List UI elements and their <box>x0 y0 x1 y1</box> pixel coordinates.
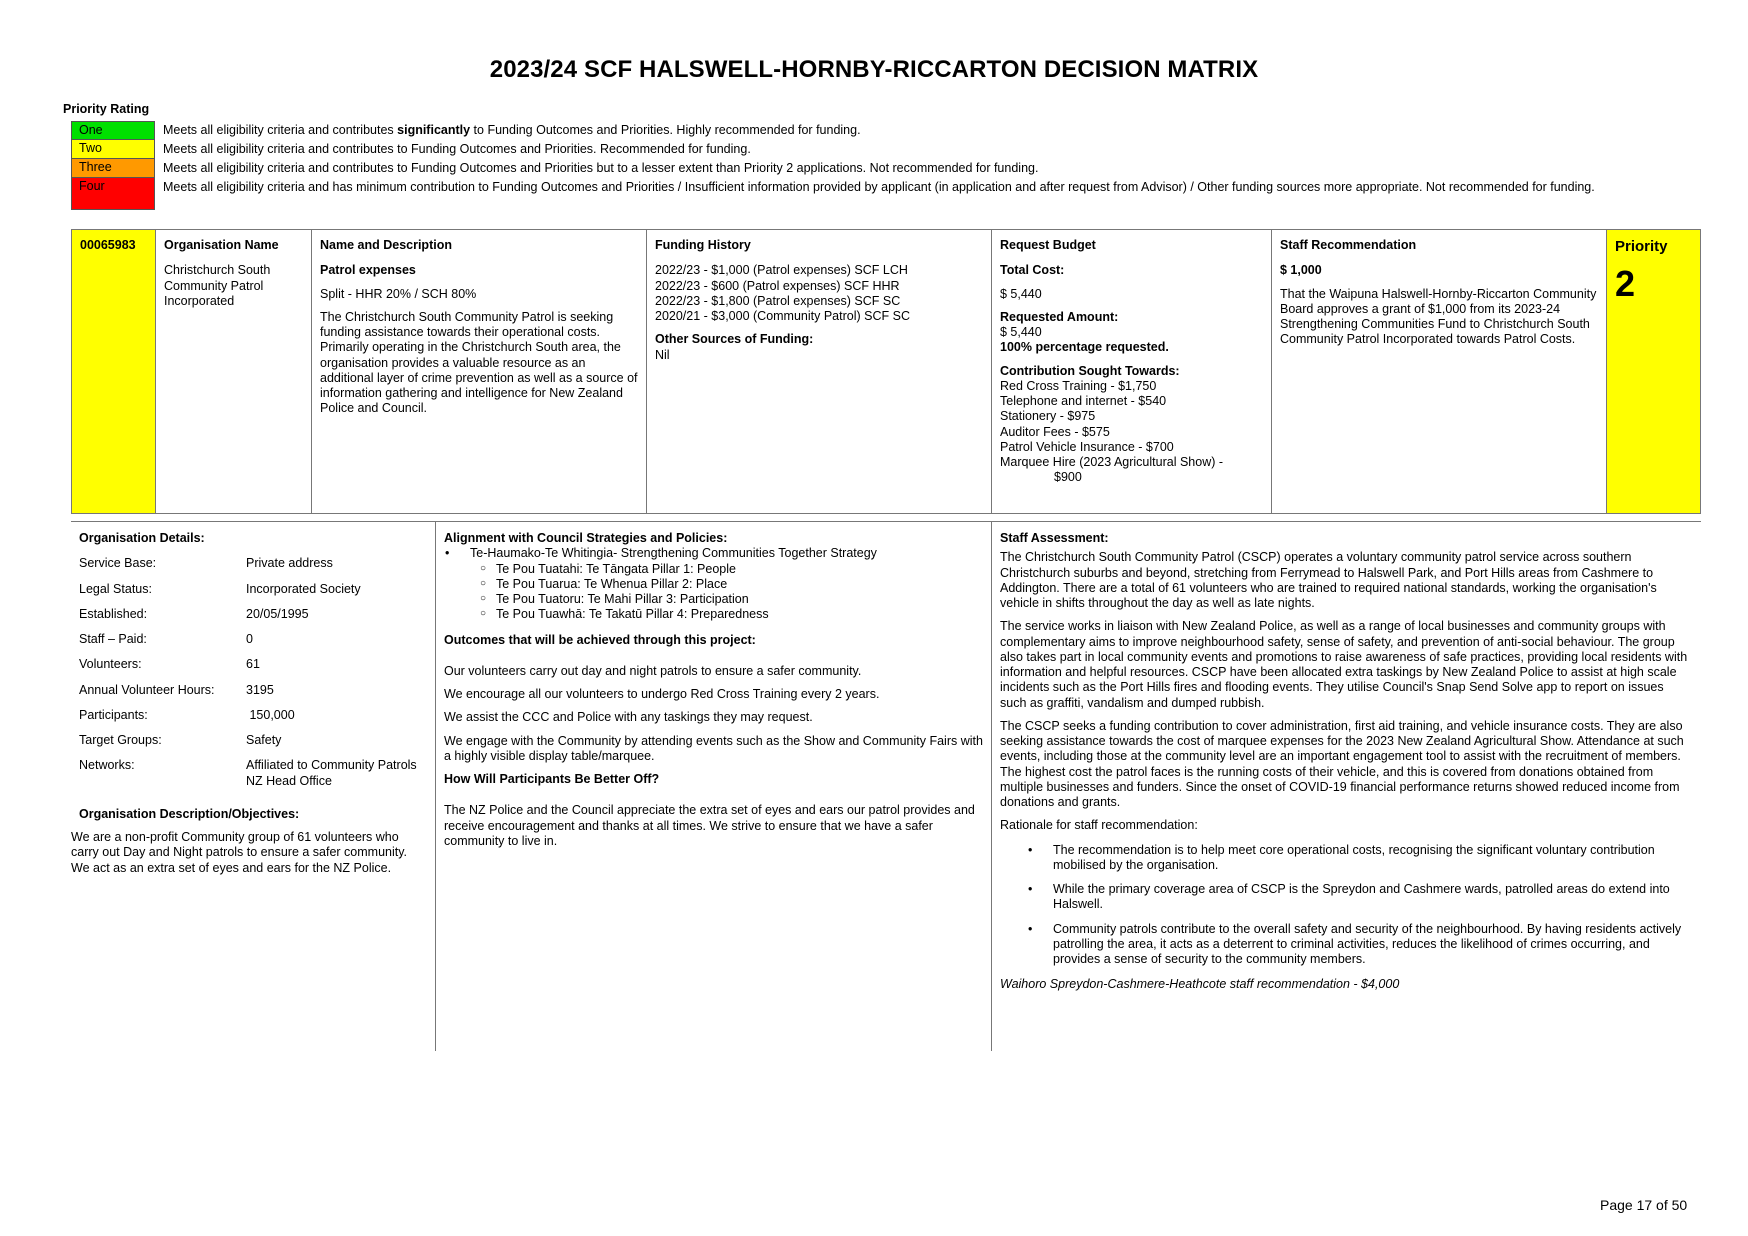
legend-swatch-three: Three <box>71 159 155 178</box>
detail-row: Annual Volunteer Hours: 3195 <box>79 682 274 697</box>
pillar-item: ○ Te Pou Tuawhā: Te Takatū Pillar 4: Preparedness <box>474 607 983 622</box>
funding-history-header: Funding History <box>655 238 751 252</box>
assessment-paragraph: The CSCP seeks a funding contribution to cover administration, first aid training, and vehicle insurance costs. They are also seeking assistance towards the cost of marquee expenses for the 2023 New Zealand Agricultural Show. Attendance at such events, including those at the community level are an important engagement tool to assist with the recruitment of members. The highest cost the patrol faces is the running costs of their vehicle, and this is covered from donations obtained from multiple businesses and funders. Since the onset of COVID-19 financial performance returns showed reduced income from donations and grants. <box>1000 718 1684 809</box>
priority-value: 2 <box>1615 263 1636 305</box>
other-sources-header: Other Sources of Funding: <box>655 332 814 347</box>
organisation-name-cell <box>156 230 312 513</box>
rationale-list <box>1000 843 1693 968</box>
contribution-item: Stationery - $975 <box>1000 409 1096 424</box>
other-sources: Nil <box>655 347 670 362</box>
funding-history-item: 2022/23 - $1,800 (Patrol expenses) SCF SC <box>655 293 901 308</box>
detail-row: Established: 20/05/1995 <box>79 606 309 621</box>
priority-legend <box>71 121 1671 210</box>
name-description-cell <box>312 230 647 513</box>
name-description-header: Name and Description <box>320 238 452 252</box>
legend-swatch-one: One <box>71 121 155 140</box>
outcome-item: We assist the CCC and Police with any taskings they may request. <box>444 710 813 725</box>
details-section <box>71 521 1701 1051</box>
priority-cell <box>1607 230 1700 513</box>
strategy-item: • Te-Haumako-Te Whitingia- Strengthening Communities Together Strategy ○ Te Pou Tuatahi: Te Tāngata Pillar 1: People ○ Te Pou Tuarua: Te Whenua Pillar 2: Place ○ Te Pou Tuatoru: Te Mahi Pillar 3: Participation ○ Te Pou Tuawhā: Te Takatū Pillar 4: Preparedness <box>444 546 983 622</box>
requested-amount: $ 5,440 <box>1000 325 1042 339</box>
outcome-item: We engage with the Community by attending events such as the Show and Community Fairs with a highly visible display table/marquee. <box>444 733 983 763</box>
outcome-item: We encourage all our volunteers to undergo Red Cross Training every 2 years. <box>444 687 880 701</box>
total-cost-label: Total Cost: <box>1000 263 1065 278</box>
rationale-item: • While the primary coverage area of CSCP is the Spreydon and Cashmere wards, patrolled areas do extend into Halswell. <box>1028 882 1693 913</box>
percentage-requested: 100% percentage requested. <box>1000 340 1169 355</box>
application-table <box>71 229 1701 514</box>
staff-recommendation-cell <box>1272 230 1607 513</box>
organisation-details <box>71 521 436 1051</box>
organisation-description: We are a non-profit Community group of 61 volunteers who carry out Day and Night patrols to ensure a safer community. We act as an extra set of eyes and ears for the NZ Police. <box>71 830 408 875</box>
alignment-section <box>436 521 992 1051</box>
request-budget-cell <box>992 230 1272 513</box>
contribution-item: $900 <box>1054 470 1082 485</box>
legend-row-one <box>71 121 1671 140</box>
priority-rating-heading: Priority Rating <box>63 102 150 116</box>
assessment-paragraph: The Christchurch South Community Patrol (CSCP) operates a voluntary community patrol service across southern Christchurch suburbs and beyond, stretching from Ferrymead to Halswell Park, and Port Hills areas from Cashmere to Addington. There are a total of 61 volunteers who are trained to required national standards, working the organisation's vehicle in shifts throughout the day as well as late nights. <box>1000 550 1657 610</box>
project-name: Patrol expenses <box>320 263 416 278</box>
request-budget-header: Request Budget <box>1000 238 1096 252</box>
detail-row: Service Base: Private address <box>79 556 333 571</box>
detail-row: Networks: Affiliated to Community Patrols NZ Head Office <box>79 758 417 788</box>
detail-row: Staff – Paid: 0 <box>79 632 253 646</box>
funding-history-cell <box>647 230 992 513</box>
organisation-description-header: Organisation Description/Objectives: <box>79 806 300 821</box>
detail-row: Legal Status: Incorporated Society <box>79 581 361 596</box>
contribution-item: Red Cross Training - $1,750 <box>1000 378 1157 393</box>
assessment-paragraph: The service works in liaison with New Zealand Police, as well as a range of local businesses and community groups with complementary aims to improve neighbourhood safety, sense of safety, and prevention of anti-social behaviour. The group also takes part in local community events and promotions to raise awareness of safe practices, providing local residents with information and helpful resources. CSCP have been allocated extra taskings by New Zealand Police to assist at high scale incidents such as the Port Hills fires and flooding events. They utilise Council's Snap Send Solve app to report on issues such as graffiti, vandalism and dumped rubbish. <box>1000 619 1688 710</box>
staff-recommendation-text: That the Waipuna Halswell-Hornby-Riccarton Community Board approves a grant of $1,000 from its 2023-24 Strengthening Communities Fund to Christchurch South Community Patrol Incorporated towards Patrol Costs. <box>1280 286 1597 347</box>
better-off-text: The NZ Police and the Council appreciate the extra set of eyes and ears our patrol provides and receive encouragement and thanks at all times. We strive to ensure that we have a safer community to live in. <box>444 803 975 848</box>
legend-swatch-four: Four <box>71 178 155 210</box>
project-description: The Christchurch South Community Patrol is seeking funding assistance towards their operational costs. Primarily operating in the Christchurch South area, the organisation provides a valuable resource as an additional layer of crime prevention as well as a source of information gathering and intelligence for New Zealand Police and Council. <box>320 309 638 416</box>
contribution-label: Contribution Sought Towards: <box>1000 363 1180 378</box>
organisation-details-header: Organisation Details: <box>79 531 205 545</box>
legend-text-one: Meets all eligibility criteria and contributes significantly to Funding Outcomes and Priorities. Highly recommended for funding. <box>163 123 861 137</box>
pillar-item: ○ Te Pou Tuarua: Te Whenua Pillar 2: Place <box>474 577 983 592</box>
better-off-header: How Will Participants Be Better Off? <box>444 772 660 786</box>
strategy-list <box>444 546 983 622</box>
application-id-cell <box>72 230 156 513</box>
assessment-footnote: Waihoro Spreydon-Cashmere-Heathcote staff recommendation - $4,000 <box>1000 977 1400 992</box>
organisation-name: Christchurch South Community Patrol Incorporated <box>164 263 271 308</box>
pillar-list <box>470 562 983 623</box>
legend-row-three <box>71 159 1671 178</box>
outcomes-header: Outcomes that will be achieved through this project: <box>444 632 756 647</box>
detail-row: Target Groups: Safety <box>79 733 282 747</box>
requested-amount-label: Requested Amount: <box>1000 309 1119 324</box>
contribution-item: Telephone and internet - $540 <box>1000 394 1167 408</box>
rationale-item: • The recommendation is to help meet core operational costs, recognising the significant voluntary contribution mobilised by the organisation. <box>1028 843 1693 874</box>
contribution-item: Patrol Vehicle Insurance - $700 <box>1000 439 1174 454</box>
organisation-name-header: Organisation Name <box>164 238 279 252</box>
pillar-item: ○ Te Pou Tuatoru: Te Mahi Pillar 3: Participation <box>474 592 983 607</box>
outcome-item: Our volunteers carry out day and night patrols to ensure a safer community. <box>444 663 862 678</box>
staff-assessment-section <box>992 521 1701 1051</box>
priority-header: Priority <box>1615 238 1668 255</box>
funding-history-item: 2022/23 - $600 (Patrol expenses) SCF HHR <box>655 278 900 293</box>
legend-text-four: Meets all eligibility criteria and has minimum contribution to Funding Outcomes and Priorities / Insufficient information provided by applicant (in application and after request from Advisor) / Other funding sources more appropriate. Not recommended for funding. <box>163 180 1595 194</box>
page-number: Page 17 of 50 <box>1600 1197 1688 1213</box>
staff-assessment-header: Staff Assessment: <box>1000 531 1109 545</box>
legend-swatch-two: Two <box>71 140 155 159</box>
legend-text-three: Meets all eligibility criteria and contributes to Funding Outcomes and Priorities but to a lesser extent than Priority 2 applications. Not recommended for funding. <box>163 161 1039 175</box>
contribution-item: Marquee Hire (2023 Agricultural Show) - <box>1000 455 1224 469</box>
legend-row-two <box>71 140 1671 159</box>
contribution-item: Auditor Fees - $575 <box>1000 424 1110 439</box>
alignment-header: Alignment with Council Strategies and Policies: <box>444 531 728 545</box>
rationale-item: • Community patrols contribute to the overall safety and security of the neighbourhood. By having residents actively patrolling the area, it acts as a deterrent to criminal activities, reduces the likelihood of crimes occurring, and provides a sense of security to the community members. <box>1028 922 1693 968</box>
application-id: 00065983 <box>80 238 136 252</box>
funding-history-item: 2022/23 - $1,000 (Patrol expenses) SCF LCH <box>655 263 908 278</box>
pillar-item: ○ Te Pou Tuatahi: Te Tāngata Pillar 1: People <box>474 562 983 577</box>
staff-recommendation-amount: $ 1,000 <box>1280 263 1322 278</box>
funding-history-item: 2020/21 - $3,000 (Community Patrol) SCF SC <box>655 309 910 323</box>
legend-text-two: Meets all eligibility criteria and contributes to Funding Outcomes and Priorities. Recommended for funding. <box>163 142 751 156</box>
detail-row: Participants: 150,000 <box>79 707 295 722</box>
staff-recommendation-header: Staff Recommendation <box>1280 238 1417 252</box>
funding-split: Split - HHR 20% / SCH 80% <box>320 286 477 301</box>
page-title: 2023/24 SCF HALSWELL-HORNBY-RICCARTON DECISION MATRIX <box>489 56 1259 83</box>
detail-row: Volunteers: 61 <box>79 657 260 672</box>
total-cost: $ 5,440 <box>1000 286 1042 301</box>
legend-row-four <box>71 178 1671 210</box>
rationale-header: Rationale for staff recommendation: <box>1000 818 1198 833</box>
